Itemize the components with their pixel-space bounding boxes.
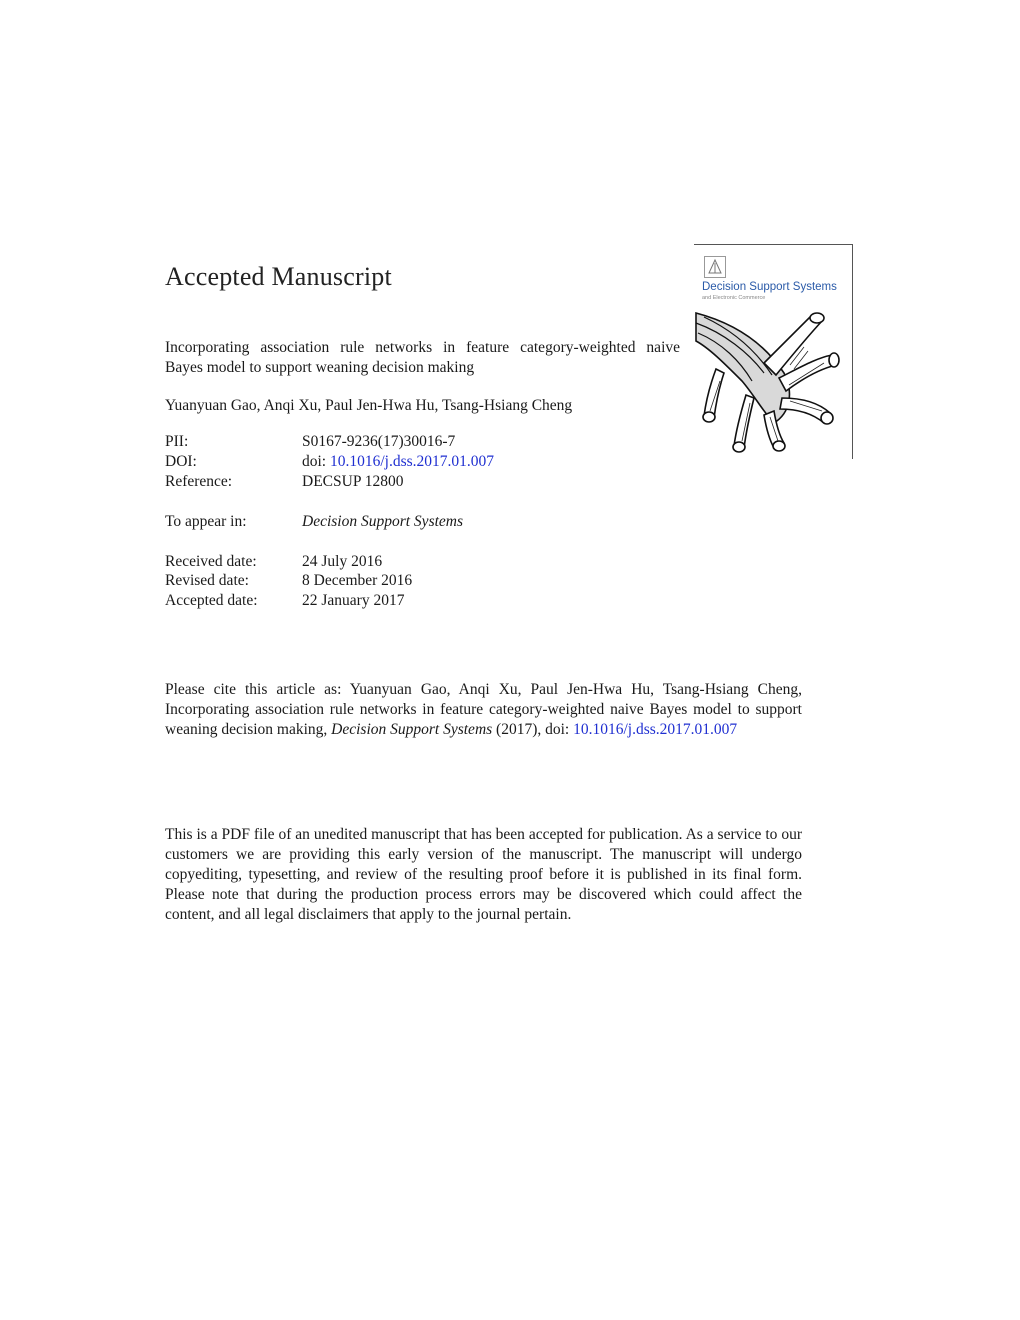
appear-label: To appear in: <box>165 513 247 530</box>
page-heading: Accepted Manuscript <box>165 262 392 291</box>
publisher-logo-icon <box>704 256 726 278</box>
citation-text: Please cite this article as: Yuanyuan Gao, Anqi Xu, Paul Jen-Hwa Hu, Tsang-Hsiang Cheng, Incorporating association rule networks in feature category-weighted naive Bayes model to support weaning decision making, <box>165 681 802 738</box>
author-list: Yuanyuan Gao, Anqi Xu, Paul Jen-Hwa Hu, Tsang-Hsiang Cheng <box>165 397 573 414</box>
revised-value: 8 December 2016 <box>302 572 413 589</box>
disclaimer-paragraph: This is a PDF file of an unedited manuscript that has been accepted for publication. As a service to our customers we are providing this early version of the manuscript. The manuscript will undergo copyediting, typesetting, and review of the resulting proof before it is published in its final form. Please note that during the production process errors may be discovered which could affect the content, and all legal disclaimers that apply to the journal pertain. <box>165 826 802 923</box>
doi-value <box>302 453 494 471</box>
doi-prefix: doi: <box>302 453 327 470</box>
received-value: 24 July 2016 <box>302 553 383 570</box>
accepted-value: 22 January 2017 <box>302 592 405 609</box>
reference-value: DECSUP 12800 <box>302 473 404 490</box>
accepted-label: Accepted date: <box>165 592 258 609</box>
citation-journal: Decision Support Systems <box>331 721 493 738</box>
received-label: Received date: <box>165 553 257 570</box>
citation-doi-link[interactable]: 10.1016/j.dss.2017.01.007 <box>573 721 738 738</box>
pii-value: S0167-9236(17)30016-7 <box>302 433 456 450</box>
journal-name: Decision Support Systems <box>302 513 464 530</box>
article-title-line-2: Bayes model to support weaning decision making <box>165 359 475 376</box>
cover-journal-subtitle: and Electronic Commerce <box>702 295 766 301</box>
citation-year-doi: (2017), doi: <box>492 721 570 738</box>
doi-link[interactable]: 10.1016/j.dss.2017.01.007 <box>330 453 495 470</box>
citation-paragraph <box>165 680 802 740</box>
article-title <box>165 338 680 378</box>
reference-label: Reference: <box>165 473 233 490</box>
pii-label: PII: <box>165 433 189 450</box>
appear-value <box>302 513 463 531</box>
revised-label: Revised date: <box>165 572 249 589</box>
twisted-rope-icon <box>694 303 852 459</box>
article-title-line-1: Incorporating association rule networks in feature category-weighted naive <box>165 339 680 356</box>
cover-journal-title: Decision Support Systems <box>702 281 837 293</box>
doi-label: DOI: <box>165 453 197 470</box>
journal-cover <box>694 244 853 459</box>
